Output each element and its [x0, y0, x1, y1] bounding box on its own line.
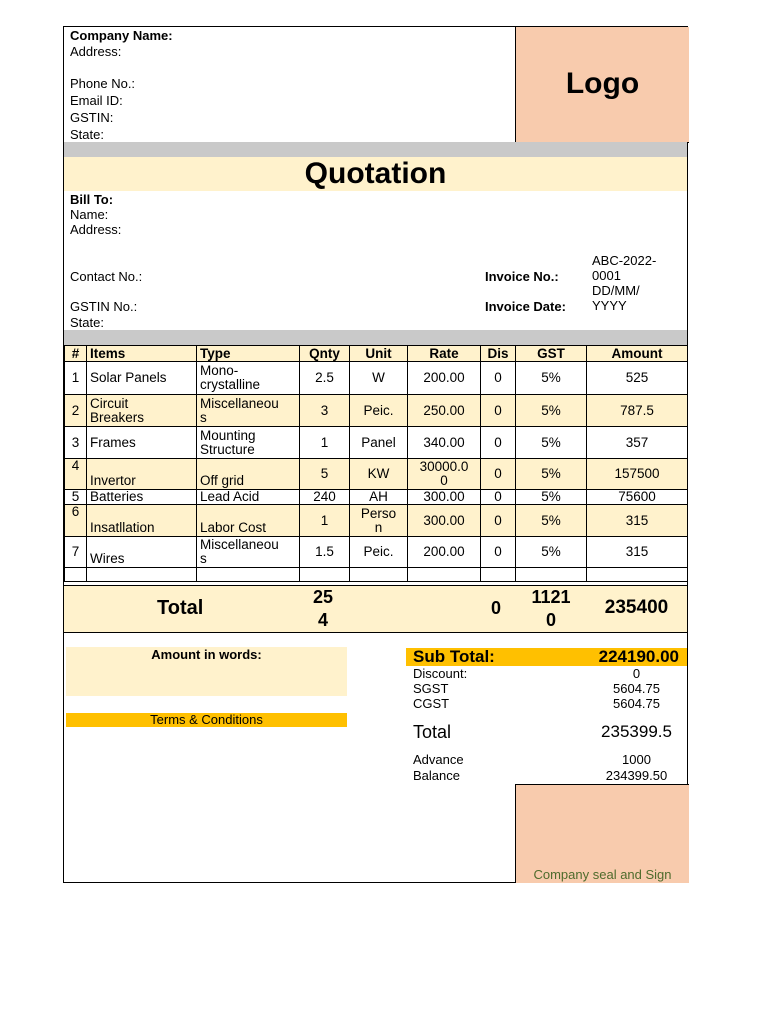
totals-dis: 0 — [490, 598, 501, 618]
cgst-value: 5604.75 — [613, 696, 660, 711]
cell-qty: 5 — [300, 459, 350, 490]
totals-row — [64, 585, 687, 633]
cell-gst: 5% — [516, 362, 587, 395]
cell-gst: 5% — [516, 537, 587, 568]
company-name-label: Company Name: — [70, 28, 173, 43]
table-row — [65, 395, 688, 427]
totals-qty — [308, 586, 338, 632]
sgst-value: 5604.75 — [613, 681, 660, 696]
col-header: Dis — [481, 346, 516, 362]
company-gstin-label: GSTIN: — [70, 110, 114, 125]
totals-gst — [521, 586, 581, 632]
cell-line: AH — [369, 489, 388, 504]
cell-line: Solar Panels — [90, 370, 167, 385]
cell-empty — [87, 568, 197, 582]
cell-line: Insatllation — [90, 519, 155, 535]
cell-unit — [350, 505, 408, 537]
cell-line: 250.00 — [423, 402, 465, 418]
cell-empty — [350, 568, 408, 582]
cell-item — [87, 537, 197, 568]
cell-no: 2 — [65, 395, 87, 427]
cell-line: 0 — [440, 473, 448, 488]
col-header: GST — [516, 346, 587, 362]
cell-line — [90, 460, 193, 474]
cell-dis: 0 — [481, 537, 516, 568]
bill-to-heading: Bill To: — [70, 192, 114, 207]
advance-value: 1000 — [622, 752, 651, 767]
cell-dis: 0 — [481, 395, 516, 427]
cell-type — [197, 395, 300, 427]
bill-to-state-label: State: — [70, 315, 104, 330]
cell-rate — [408, 537, 481, 568]
logo-placeholder: Logo — [565, 67, 640, 100]
cell-no: 4 — [65, 459, 87, 490]
cell-line: Lead Acid — [200, 489, 260, 504]
cell-line: Labor Cost — [200, 519, 267, 535]
cell-empty — [408, 568, 481, 582]
totals-qty-line: 4 — [317, 610, 328, 630]
col-header: Items — [87, 346, 197, 362]
col-header: Type — [197, 346, 300, 362]
terms-conditions-label: Terms & Conditions — [66, 713, 347, 727]
amount-in-words-label: Amount in words: — [151, 647, 262, 662]
col-header: Rate — [408, 346, 481, 362]
separator-band — [64, 330, 687, 345]
cell-gst: 5% — [516, 459, 587, 490]
cell-type — [197, 362, 300, 395]
cell-unit — [350, 427, 408, 459]
cell-line — [90, 507, 193, 521]
cell-item — [87, 490, 197, 505]
table-row-empty — [65, 568, 688, 582]
company-phone-label: Phone No.: — [70, 76, 136, 91]
cell-line: Circuit — [90, 395, 129, 411]
invoice-number-value — [592, 253, 682, 283]
cell-line: Mono- — [200, 363, 239, 378]
cgst-label: CGST — [413, 696, 450, 711]
cell-line: KW — [367, 466, 390, 481]
cell-rate — [408, 490, 481, 505]
bill-to-block — [70, 192, 121, 238]
cell-line: W — [372, 370, 385, 385]
cell-line: 300.00 — [423, 489, 465, 504]
cell-amount: 787.5 — [587, 395, 688, 427]
separator-band — [64, 142, 687, 158]
cell-type — [197, 427, 300, 459]
invoice-date-line: YYYY — [592, 298, 627, 313]
cell-amount: 75600 — [587, 490, 688, 505]
cell-no: 7 — [65, 537, 87, 568]
invoice-date-line: DD/MM/ — [592, 283, 640, 298]
totals-gst-line: 0 — [545, 610, 556, 630]
cell-line: 30000.0 — [419, 459, 469, 474]
cell-item — [87, 395, 197, 427]
company-address-label: Address: — [70, 44, 122, 59]
cell-line: Miscellaneou — [200, 395, 279, 411]
col-header: Qnty — [300, 346, 350, 362]
company-seal-label: Company seal and Sign — [533, 867, 672, 882]
document-title: Quotation — [64, 157, 687, 191]
cell-no: 6 — [65, 505, 87, 537]
cell-line: 300.00 — [423, 512, 465, 528]
cell-no: 3 — [65, 427, 87, 459]
cell-item — [87, 505, 197, 537]
cell-line: Mounting — [200, 427, 256, 443]
cell-gst: 5% — [516, 427, 587, 459]
cell-empty — [197, 568, 300, 582]
cell-unit — [350, 395, 408, 427]
cell-line — [90, 538, 193, 552]
col-header: Amount — [587, 346, 688, 362]
cell-line: Wires — [90, 551, 125, 566]
subtotal-value: 224190.00 — [598, 647, 679, 666]
table-row — [65, 537, 688, 568]
bill-to-contact-label: Contact No.: — [70, 269, 143, 284]
subtotal-label: Sub Total: — [413, 647, 495, 666]
cell-line: Perso — [360, 505, 397, 521]
cell-gst: 5% — [516, 395, 587, 427]
cell-amount: 157500 — [587, 459, 688, 490]
cell-line: 340.00 — [423, 434, 465, 450]
cell-line: Panel — [361, 434, 396, 450]
cell-rate — [408, 505, 481, 537]
cell-line: n — [374, 519, 383, 535]
cell-unit — [350, 537, 408, 568]
cell-type — [197, 490, 300, 505]
bill-to-gstin-label: GSTIN No.: — [70, 299, 138, 314]
total-label: Total — [413, 722, 452, 742]
cell-line — [200, 460, 296, 474]
cell-line: Peic. — [363, 402, 394, 418]
cell-dis: 0 — [481, 362, 516, 395]
cell-amount: 315 — [587, 505, 688, 537]
cell-dis: 0 — [481, 459, 516, 490]
cell-gst: 5% — [516, 505, 587, 537]
cell-line: Structure — [200, 441, 255, 457]
cell-line: Batteries — [90, 489, 144, 504]
table-header-row — [65, 346, 688, 362]
cell-item — [87, 459, 197, 490]
cell-type — [197, 537, 300, 568]
advance-label: Advance — [413, 752, 464, 767]
cell-line: s — [200, 551, 207, 566]
cell-empty — [300, 568, 350, 582]
col-header: Unit — [350, 346, 408, 362]
cell-qty: 1 — [300, 505, 350, 537]
table-row — [65, 505, 688, 537]
cell-no: 1 — [65, 362, 87, 395]
cell-empty — [65, 568, 87, 582]
cell-qty: 1 — [300, 427, 350, 459]
company-state-label: State: — [70, 127, 104, 142]
col-header: # — [65, 346, 87, 362]
company-email-label: Email ID: — [70, 93, 123, 108]
cell-no: 5 — [65, 490, 87, 505]
balance-value: 234399.50 — [605, 768, 668, 783]
cell-dis: 0 — [481, 427, 516, 459]
cell-rate — [408, 362, 481, 395]
cell-unit — [350, 490, 408, 505]
invoice-number-label: Invoice No.: — [485, 269, 559, 284]
invoice-date-value — [592, 283, 682, 313]
cell-rate — [408, 395, 481, 427]
cell-type — [197, 459, 300, 490]
table-row — [65, 490, 688, 505]
cell-qty: 3 — [300, 395, 350, 427]
cell-item — [87, 427, 197, 459]
cell-gst: 5% — [516, 490, 587, 505]
totals-amount: 235400 — [604, 597, 669, 618]
cell-qty: 240 — [300, 490, 350, 505]
logo-box — [515, 27, 689, 143]
cell-unit — [350, 459, 408, 490]
cell-line: Miscellaneou — [200, 537, 279, 552]
amount-in-words-box — [66, 647, 347, 696]
cell-line: 200.00 — [423, 544, 465, 559]
cell-line: 200.00 — [423, 370, 465, 385]
discount-value: 0 — [632, 666, 641, 681]
cell-line: Peic. — [363, 544, 394, 559]
totals-gst-line: 1121 — [531, 587, 571, 607]
cell-rate — [408, 459, 481, 490]
cell-qty: 1.5 — [300, 537, 350, 568]
table-row — [65, 427, 688, 459]
invoice-number-line: ABC-2022- — [592, 253, 657, 268]
subtotal-row — [406, 648, 687, 666]
totals-label: Total — [157, 597, 204, 619]
cell-line: crystalline — [200, 377, 261, 392]
bill-to-name-label: Name: — [70, 207, 109, 222]
cell-line: s — [200, 409, 207, 425]
bill-to-address-label: Address: — [70, 222, 122, 237]
cell-dis: 0 — [481, 490, 516, 505]
cell-amount: 357 — [587, 427, 688, 459]
totals-qty-line: 25 — [312, 587, 334, 607]
cell-empty — [481, 568, 516, 582]
invoice-number-line: 0001 — [592, 268, 621, 283]
cell-line — [200, 507, 296, 521]
cell-line: Breakers — [90, 409, 145, 425]
cell-dis: 0 — [481, 505, 516, 537]
quotation-sheet — [63, 26, 688, 883]
cell-line: Invertor — [90, 473, 136, 488]
cell-line: Off grid — [200, 473, 245, 488]
cell-unit — [350, 362, 408, 395]
table-row — [65, 459, 688, 490]
discount-label: Discount: — [413, 666, 468, 681]
cell-empty — [516, 568, 587, 582]
table-row — [65, 362, 688, 395]
balance-label: Balance — [413, 768, 460, 783]
company-info — [70, 28, 370, 143]
total-value: 235399.5 — [601, 722, 672, 741]
sgst-label: SGST — [413, 681, 449, 696]
items-table — [64, 345, 688, 582]
company-seal-box — [515, 784, 689, 883]
invoice-date-label: Invoice Date: — [485, 299, 566, 314]
cell-item — [87, 362, 197, 395]
cell-type — [197, 505, 300, 537]
cell-qty: 2.5 — [300, 362, 350, 395]
cell-rate — [408, 427, 481, 459]
cell-empty — [587, 568, 688, 582]
cell-amount: 525 — [587, 362, 688, 395]
cell-amount: 315 — [587, 537, 688, 568]
cell-line: Frames — [90, 434, 136, 450]
